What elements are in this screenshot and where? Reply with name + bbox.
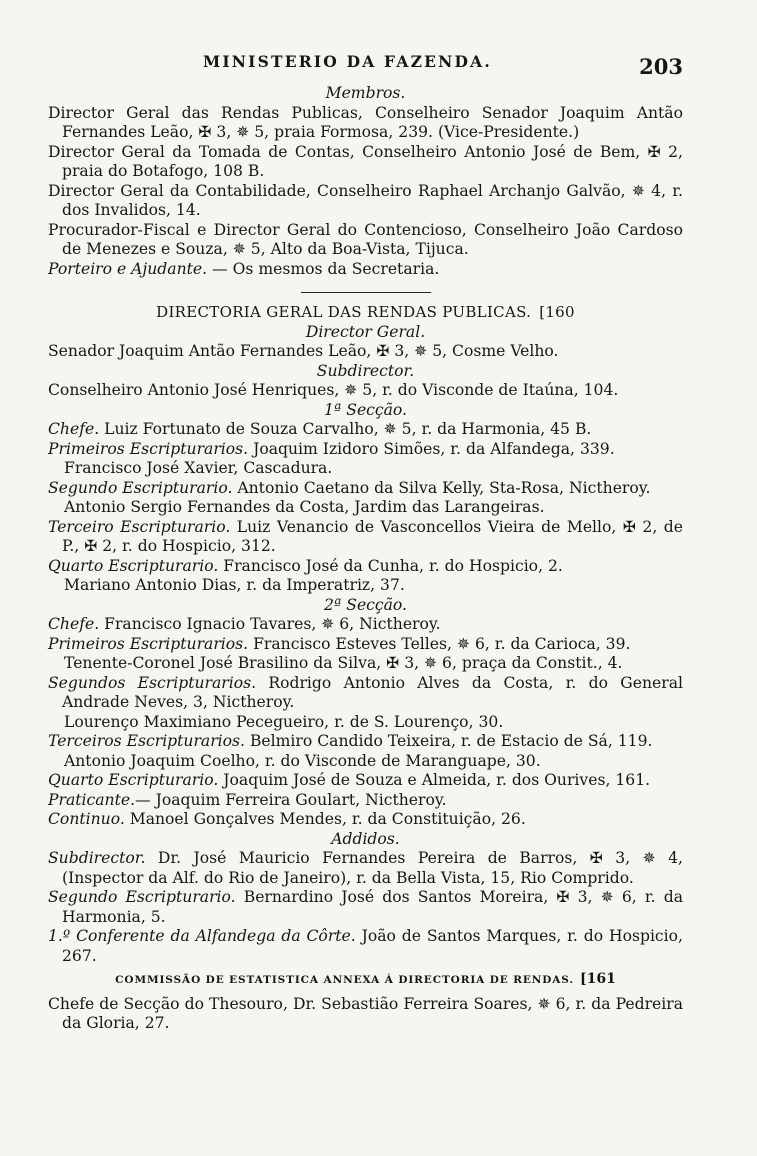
list-item: Procurador-Fiscal e Director Geral do Contencioso, Conselheiro João Cardoso de Menezes e Souza, ✵ 5, Alto da Boa-Vista, Tijuca. [48, 220, 683, 258]
list-item [48, 440, 683, 460]
secao2-list [48, 615, 683, 830]
list-item [48, 732, 683, 752]
entry-text: Tenente-Coronel José Brasilino da Silva, ✠ 3, ✵ 6, praça da Constit., 4. [64, 654, 623, 672]
entry-text: Lourenço Maximiano Pecegueiro, r. de S. Lourenço, 30. [64, 712, 504, 731]
list-item [48, 674, 683, 713]
porteiro-entry [48, 260, 683, 280]
role-label: Segundo Escripturario. [48, 888, 236, 906]
entry-text: — Joaquim Ferreira Goulart, Nictheroy. [135, 790, 447, 809]
secao2-title: 2ª Secção. [323, 595, 408, 614]
role-label: Chefe. [48, 420, 100, 438]
membros-list [48, 104, 683, 280]
role-label: Quarto Escripturario. [48, 771, 219, 789]
role-label: 1.º Conferente da Alfandega da Côrte. [48, 927, 356, 945]
addidos-title: Addidos. [331, 829, 400, 848]
entry-text: Antonio Caetano da Silva Kelly, Sta-Rosa, Nictheroy. [232, 478, 651, 497]
list-item [48, 615, 683, 635]
entry-text: — Os mesmos da Secretaria. [207, 259, 440, 278]
list-item [48, 810, 683, 830]
list-item [48, 557, 683, 577]
entry-text: Antonio Sergio Fernandes da Costa, Jardim das Larangeiras. [64, 498, 545, 516]
list-item [48, 479, 683, 499]
entry-text: Rodrigo Antonio Alves da Costa, r. do General Andrade Neves, 3, Nictheroy. [62, 673, 683, 711]
entry-text: Joaquim José de Souza e Almeida, r. dos Ourives, 161. [218, 771, 651, 789]
role-label: Segundo Escripturario. [48, 478, 233, 497]
list-item [48, 654, 683, 674]
entry-text: Bernardino José dos Santos Moreira, ✠ 3, ✵ 6, r. da Harmonia, 5. [62, 888, 683, 926]
director-title: Director Geral. [305, 322, 426, 341]
page-header [48, 50, 683, 78]
list-item [48, 849, 683, 888]
entry-text: Francisco José Xavier, Cascadura. [64, 459, 333, 477]
directoria-number: [160 [539, 303, 575, 321]
subdirector-title: Subdirector. [316, 361, 415, 380]
entry-text: Dr. José Mauricio Fernandes Pereira de Barros, ✠ 3, ✵ 4, (Inspector da Alf. do Rio de Janeiro), r. da Bella Vista, 15, Rio Comprido. [62, 849, 683, 887]
role-label: Porteiro e Ajudante. [48, 259, 208, 278]
entry-text: Francisco Ignacio Tavares, ✵ 6, Nictheroy. [99, 615, 441, 633]
role-label: Terceiro Escripturario. [48, 517, 231, 536]
page-number: 203 [639, 54, 683, 79]
entry-text: Joaquim Izidoro Simões, r. da Alfandega, 339. [248, 439, 615, 458]
role-label: Terceiros Escripturarios. [48, 732, 246, 750]
entry-text: Mariano Antonio Dias, r. da Imperatriz, 37. [64, 576, 405, 594]
role-label: Praticante. [48, 790, 136, 809]
list-item [48, 791, 683, 811]
commissao-title: COMMISSÃO DE ESTATISTICA ANNEXA Á DIRECTORIA DE RENDAS. [115, 974, 574, 986]
directoria-heading [48, 303, 683, 323]
list-item [48, 518, 683, 557]
page-content [48, 84, 683, 1034]
role-label: Quarto Escripturario. [48, 556, 219, 575]
entry-text: João de Santos Marques, r. do Hospicio, 267. [62, 927, 683, 965]
list-item: Director Geral das Rendas Publicas, Conselheiro Senador Joaquim Antão Fernandes Leão, ✠ 3, ✵ 5, praia Formosa, 239. (Vice-Presidente.) [48, 103, 683, 141]
secao1-title: 1ª Secção. [323, 400, 408, 419]
entry-text: Antonio Joaquim Coelho, r. do Visconde de Maranguape, 30. [64, 751, 541, 770]
role-label: Continuo. [48, 810, 125, 828]
list-item [48, 888, 683, 927]
entry-text: Manoel Gonçalves Mendes, r. da Constituição, 26. [124, 810, 526, 828]
list-item [48, 927, 683, 966]
list-item [48, 576, 683, 596]
role-label: Chefe. [48, 615, 100, 633]
commissao-entry: Chefe de Secção do Thesouro, Dr. Sebastião Ferreira Soares, ✵ 6, r. da Pedreira da Gloria, 27. [48, 994, 683, 1032]
director-entry: Senador Joaquim Antão Fernandes Leão, ✠ 3, ✵ 5, Cosme Velho. [48, 342, 559, 360]
membros-heading: Membros. [325, 84, 406, 102]
list-item: Director Geral da Contabilidade, Conselheiro Raphael Archanjo Galvão, ✵ 4, r. dos Invalidos, 14. [48, 181, 683, 219]
list-item [48, 420, 683, 440]
list-item [48, 771, 683, 791]
entry-text: Luiz Venancio de Vasconcellos Vieira de Mello, ✠ 2, de P., ✠ 2, r. do Hospicio, 312. [62, 517, 683, 555]
entry-text: Francisco Esteves Telles, ✵ 6, r. da Carioca, 39. [248, 634, 631, 653]
list-item: Director Geral da Tomada de Contas, Conselheiro Antonio José de Bem, ✠ 2, praia do Botafogo, 108 B. [48, 142, 683, 180]
list-item [48, 459, 683, 479]
list-item [48, 635, 683, 655]
list-item [48, 498, 683, 518]
role-label: Subdirector. [48, 849, 146, 867]
running-title: MINISTERIO DA FAZENDA. [203, 52, 492, 71]
directoria-title: DIRECTORIA GERAL DAS RENDAS PUBLICAS. [156, 303, 532, 321]
role-label: Segundos Escripturarios. [48, 673, 257, 692]
entry-text: Belmiro Candido Teixeira, r. de Estacio de Sá, 119. [245, 732, 653, 750]
entry-text: Luiz Fortunato de Souza Carvalho, ✵ 5, r. da Harmonia, 45 B. [99, 420, 592, 438]
commissao-heading [48, 970, 683, 991]
subdirector-entry: Conselheiro Antonio José Henriques, ✵ 5, r. do Visconde de Itaúna, 104. [48, 381, 619, 399]
role-label: Primeiros Escripturarios. [48, 439, 249, 458]
entry-text: Francisco José da Cunha, r. do Hospicio, 2. [218, 556, 563, 575]
role-label: Primeiros Escripturarios. [48, 634, 249, 653]
section-divider [301, 292, 431, 293]
addidos-list [48, 849, 683, 966]
list-item [48, 752, 683, 772]
commissao-number: [161 [579, 971, 616, 987]
list-item [48, 713, 683, 733]
secao1-list [48, 420, 683, 596]
